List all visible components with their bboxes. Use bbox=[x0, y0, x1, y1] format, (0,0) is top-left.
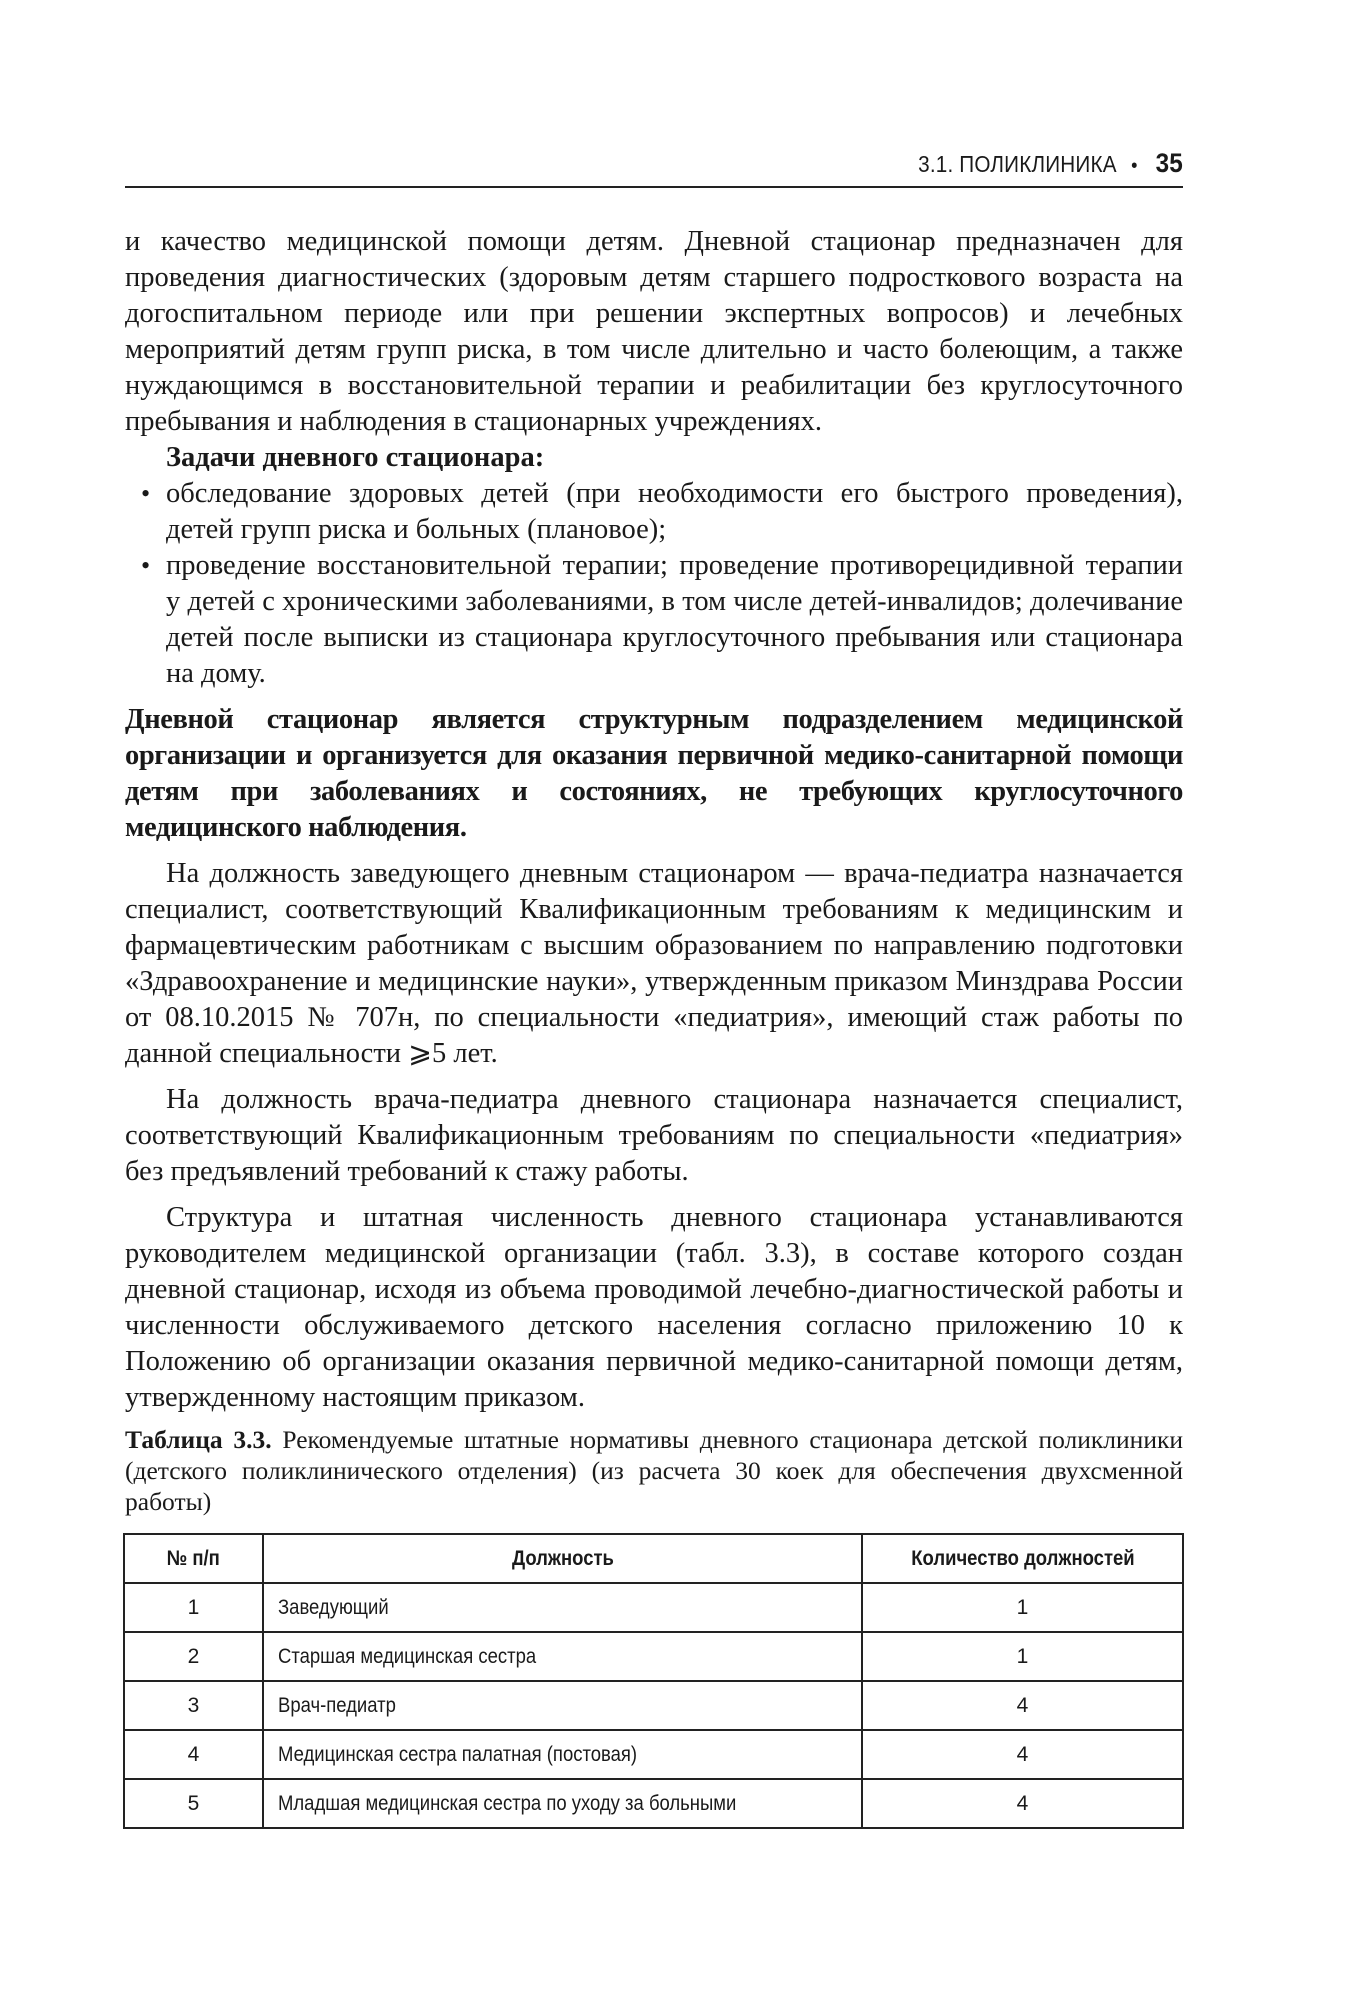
cell-count: 4 bbox=[862, 1681, 1183, 1730]
table-row bbox=[124, 1632, 1183, 1681]
table-row bbox=[124, 1681, 1183, 1730]
cell-position: Медицинская сестра палатная (постовая) bbox=[263, 1730, 862, 1779]
cell-count: 1 bbox=[862, 1632, 1183, 1681]
staffing-table bbox=[123, 1533, 1184, 1829]
cell-count: 1 bbox=[862, 1583, 1183, 1632]
table-row bbox=[124, 1730, 1183, 1779]
paragraph-2: На должность заведующего дневным стационаром — врача-педиатра назначается специалист, соответствующий Квалификационным требованиям к медицинским и фармацевтическим работникам с высшим образованием по направлению подготовки «Здравоохранение и медицинские науки», утвержденным приказом Минздрава России от 08.10.2015 № 707н, по специальности «педиатрия», имеющий стаж работы по данной специальности ⩾5 лет. bbox=[125, 858, 1183, 1069]
table-row bbox=[124, 1779, 1183, 1828]
cell-position: Старшая медицинская сестра bbox=[263, 1632, 862, 1681]
table-caption bbox=[125, 1424, 1183, 1517]
paragraph-4: Структура и штатная численность дневного стационара устанавливаются руководителем медицинской организации (табл. 3.3), в составе которого создан дневной стационар, исходя из объема проводимой лечебно-диагностической работы и численности обслуживаемого детского населения согласно приложению 10 к Положению об организации оказания первичной медико-санитарной помощи детям, утвержденному настоящим приказом. bbox=[125, 1202, 1183, 1413]
cell-count: 4 bbox=[862, 1730, 1183, 1779]
bold-statement: Дневной стационар является структурным подразделением медицинской организации и организуется для оказания первичной медико-санитарной помощи детям при заболеваниях и состояниях, не требующих круглосуточного медицинского наблюдения. bbox=[125, 704, 1183, 843]
table-caption-label: Таблица 3.3. bbox=[125, 1425, 272, 1454]
cell-number: 1 bbox=[124, 1583, 263, 1632]
bullet-separator: • bbox=[1131, 155, 1138, 177]
body-text bbox=[125, 224, 1183, 1416]
table-row bbox=[124, 1583, 1183, 1632]
cell-position: Врач-педиатр bbox=[263, 1681, 862, 1730]
running-head bbox=[231, 148, 1183, 179]
list-item bbox=[125, 548, 1183, 692]
column-header-number: № п/п bbox=[124, 1534, 263, 1583]
cell-count: 4 bbox=[862, 1779, 1183, 1828]
list-item bbox=[125, 476, 1183, 548]
task-text: проведение восстановительной терапии; проведение противорецидивной терапии у детей с хроническими заболеваниями, в том числе детей-инвалидов; долечивание детей после выписки из стационара круглосуточного пребывания или стационара на дому. bbox=[166, 550, 1183, 689]
table-caption-text: Рекомендуемые штатные нормативы дневного стационара детской поликлиники (детского поликлинического отделения) (из расчета 30 коек для обеспечения двухсменной работы) bbox=[125, 1425, 1183, 1516]
cell-number: 5 bbox=[124, 1779, 263, 1828]
table-header-row bbox=[124, 1534, 1183, 1583]
task-text: обследование здоровых детей (при необходимости его быстрого проведения), детей групп риска и больных (плановое); bbox=[166, 478, 1183, 545]
paragraph-1: и качество медицинской помощи детям. Дневной стационар предназначен для проведения диагностических (здоровым детям старшего подросткового возраста на догоспитальном периоде или при решении экспертных вопросов) и лечебных мероприятий детям групп риска, в том числе длительно и часто болеющим, а также нуждающимся в восстановительной терапии и реабилитации без круглосуточного пребывания и наблюдения в стационарных учреждениях. bbox=[125, 226, 1183, 437]
cell-position: Заведующий bbox=[263, 1583, 862, 1632]
section-title: 3.1. ПОЛИКЛИНИКА bbox=[918, 151, 1117, 177]
cell-number: 4 bbox=[124, 1730, 263, 1779]
bullet-icon: • bbox=[141, 479, 151, 508]
tasks-list bbox=[125, 476, 1183, 692]
cell-number: 3 bbox=[124, 1681, 263, 1730]
bullet-icon: • bbox=[141, 551, 151, 580]
column-header-position: Должность bbox=[263, 1534, 862, 1583]
header-rule bbox=[125, 186, 1183, 188]
tasks-heading: Задачи дневного стационара: bbox=[166, 442, 545, 473]
paragraph-3: На должность врача-педиатра дневного стационара назначается специалист, соответствующий Квалификационным требованиям по специальности «педиатрия» без предъявлений требований к стажу работы. bbox=[125, 1084, 1183, 1187]
cell-position: Младшая медицинская сестра по уходу за больными bbox=[263, 1779, 862, 1828]
page-number: 35 bbox=[1155, 148, 1183, 178]
cell-number: 2 bbox=[124, 1632, 263, 1681]
column-header-count: Количество должностей bbox=[862, 1534, 1183, 1583]
